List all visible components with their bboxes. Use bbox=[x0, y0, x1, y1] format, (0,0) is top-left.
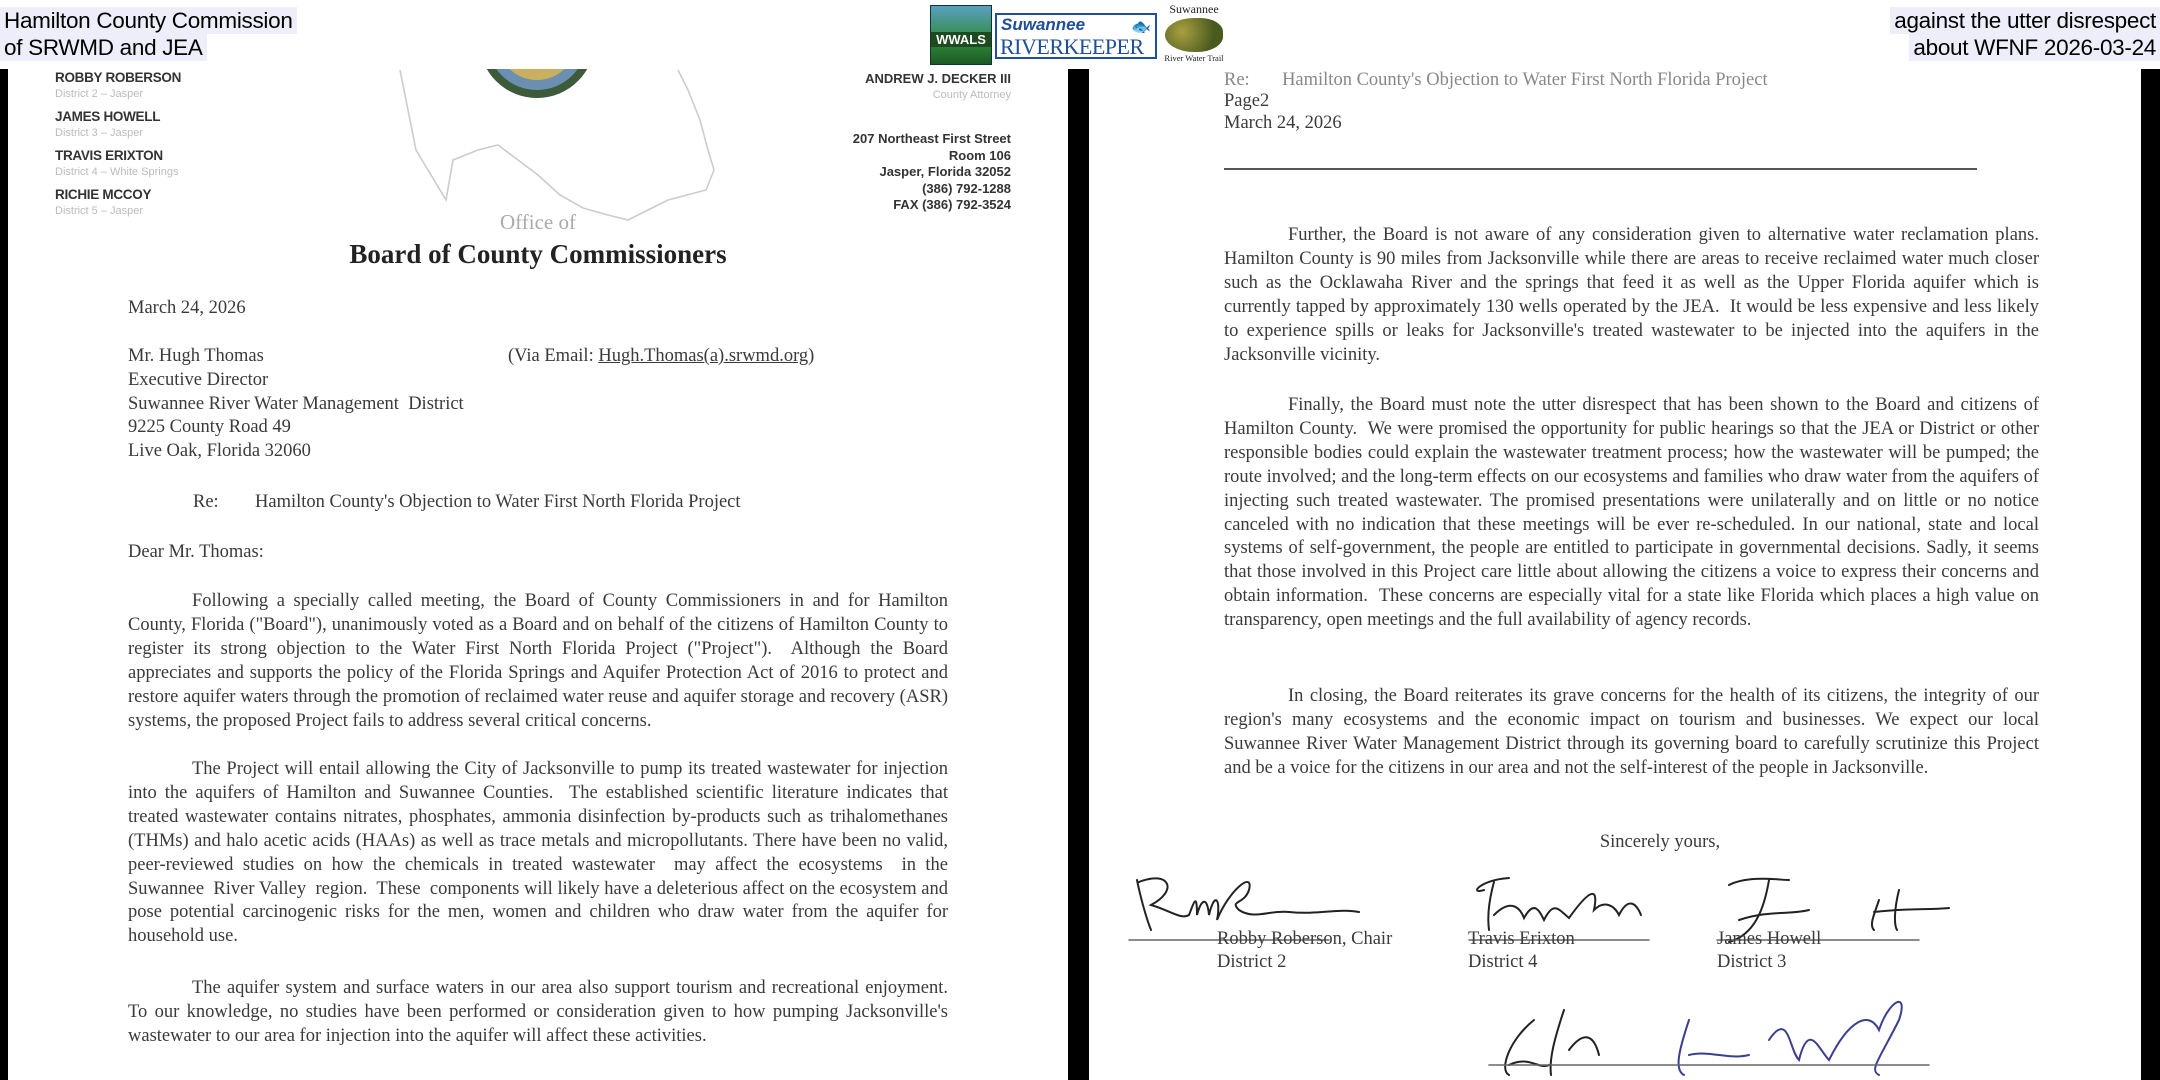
via-email-close: ) bbox=[808, 346, 815, 366]
commissioner-district: District 3 – Jasper bbox=[55, 127, 144, 139]
re-header: Re: Hamilton County's Objection to Water First North Florida Project bbox=[1224, 70, 1768, 90]
email-link[interactable]: Hugh.Thomas(a).srwmd.org bbox=[598, 346, 809, 366]
attorney-title: County Attorney bbox=[932, 89, 1011, 101]
caption-header bbox=[0, 0, 2160, 69]
recipient-line: Executive Director bbox=[128, 369, 269, 390]
divider bbox=[1224, 168, 1977, 170]
wwals-logo-text: WWALS bbox=[931, 32, 991, 47]
body-paragraph: In closing, the Board reiterates its grave concerns for the health of its citizens, the integrity of our region's many ecosystems and the economic impact on tourism and businesses. We expect our local Suwannee River Water Management District through its governing board to carefully scrutinize this Project and be a voice for the citizens in our area and not the self-interest of the people in Jacksonville. bbox=[1224, 686, 2044, 778]
signer-district: District 4 bbox=[1468, 952, 1538, 972]
caption-left-line2: of SRWMD and JEA bbox=[0, 34, 207, 61]
fish-icon: 🐟 bbox=[1131, 19, 1151, 36]
commissioner-name: RICHIE MCCOY bbox=[55, 187, 152, 202]
address-line: FAX (386) 792-3524 bbox=[893, 197, 1011, 212]
recipient-line: Suwannee River Water Management District bbox=[128, 393, 464, 414]
address-line: 207 Northeast First Street bbox=[852, 131, 1011, 146]
signer-district: District 3 bbox=[1717, 952, 1787, 972]
caption-right-line2: about WFNF 2026-03-24 bbox=[1909, 34, 2160, 61]
caption-left-line1: Hamilton County Commission bbox=[0, 7, 297, 34]
riverkeeper-logo-top: Suwannee bbox=[1001, 15, 1086, 34]
re-label: Re: bbox=[193, 492, 219, 512]
letter-page-2 bbox=[1089, 0, 2141, 1080]
office-address bbox=[853, 131, 1011, 214]
riverkeeper-logo bbox=[995, 13, 1157, 59]
riverkeeper-logo-bottom: RIVERKEEPER bbox=[1000, 34, 1144, 59]
commissioner-district: District 4 – White Springs bbox=[55, 166, 179, 178]
letter-date: March 24, 2026 bbox=[1224, 113, 1342, 133]
via-email bbox=[508, 345, 814, 369]
body-paragraph: The Project will entail allowing the City of Jacksonville to pump its treated wastewater for injection into the aquifers of Hamilton and Suwannee Counties. The established scientific literature indicates that treated wastewater contains nitrates, phosphates, ammonia disinfection by-products such as trihalomethanes (THMs) and halo acetic acids (HAAs) as well as trace metals and micropollutants. There have been no valid, peer-reviewed studies on how the chemicals in treated wastewater may affect the ecosystems in the Suwannee River Valley region. These components will likely have a deleterious affect on the ecosystem and pose potential carcinogenic risks for the men, women and children who draw water from the aquifer for household use. bbox=[128, 759, 953, 947]
letter-page-1 bbox=[8, 0, 1068, 1080]
commissioner-name: JAMES HOWELL bbox=[55, 109, 161, 124]
closing: Sincerely yours, bbox=[1599, 832, 1721, 852]
signer-name: Travis Erixton bbox=[1468, 929, 1575, 949]
bass-fish-icon bbox=[1165, 18, 1223, 52]
re-subject: Hamilton County's Objection to Water First North Florida Project bbox=[255, 492, 741, 512]
commissioner-district: District 2 – Jasper bbox=[55, 88, 144, 100]
address-line: Jasper, Florida 32052 bbox=[879, 164, 1011, 179]
body-paragraph: Further, the Board is not aware of any consideration given to alternative water reclamation plans. Hamilton County is 90 miles from Jacksonville while there are areas to receive reclaimed water much closer such as the Ocklawaha River and the springs that feed it as well as the Upper Florida aquifer which is currently tapped by approximately 130 wells operated by the JEA. It would be less expensive and less likely to experience spills or leaks for Jacksonville's treated wastewater to be injected into the aquifers in the Jacksonville vicinity. bbox=[1224, 225, 2049, 365]
river-water-trail-logo bbox=[1158, 2, 1230, 66]
body-paragraph: The aquifer system and surface waters in our area also support tourism and recreational enjoyment. To our knowledge, no studies have been performed or consideration given to how pumping Jacksonville's wastewater to our area for injection into the aquifer will affect these activities. bbox=[128, 978, 958, 1046]
address-line: Room 106 bbox=[948, 147, 1011, 163]
via-email-label: (Via Email: bbox=[508, 346, 599, 366]
office-of-label: Office of bbox=[500, 210, 576, 234]
commissioner-name: ROBBY ROBERSON bbox=[55, 70, 182, 85]
board-title: Board of County Commissioners bbox=[349, 239, 727, 269]
caption-right-line1: against the utter disrespect bbox=[1890, 7, 2160, 34]
signer-district: District 2 bbox=[1217, 952, 1287, 972]
recipient-line: Mr. Hugh Thomas bbox=[128, 346, 264, 366]
commissioner-district: District 5 – Jasper bbox=[55, 205, 144, 217]
salutation: Dear Mr. Thomas: bbox=[128, 542, 264, 562]
page-number: Page2 bbox=[1224, 91, 1270, 111]
commissioner-name: TRAVIS ERIXTON bbox=[55, 148, 163, 163]
body-paragraph: Finally, the Board must note the utter disrespect that has been shown to the Board and citizens of Hamilton County. We were promised the opportunity for public hearings so that the JEA or District or other responsible bodies could explain the wastewater treatment process; how the wastewater will be pumped; the route involved; and the long-term effects on our ecosystems and families who draw water from the aquifers of injecting such treated wastewater. The promised presentations were unilaterally and on little or no notice canceled with no indication that these meetings will be ever re-scheduled. In our national, state and local systems of self-government, the people are entitled to participate in governmental decisions. Sadly, it seems that those involved in this Project care little about allowing the citizens a voice to express their concerns and obtain information. These concerns are especially vital for a state like Florida which places a high value on transparency, open meetings and the full availability of agency records. bbox=[1224, 395, 2044, 631]
wwals-logo bbox=[930, 5, 992, 65]
address-line: (386) 792-1288 bbox=[922, 180, 1011, 196]
trail-logo-top: Suwannee bbox=[1169, 2, 1219, 16]
recipient-line: Live Oak, Florida 32060 bbox=[128, 441, 311, 462]
signer-name: Robby Roberson, Chair bbox=[1217, 929, 1393, 949]
letter-date: March 24, 2026 bbox=[128, 298, 246, 318]
signature-erixton bbox=[1477, 878, 1641, 930]
recipient-line: 9225 County Road 49 bbox=[128, 417, 291, 438]
body-paragraph: Following a specially called meeting, the Board of County Commissioners in and for Hamilton County, Florida ("Board"), unanimously voted as a Board and on behalf of the citizens of Hamilton County to register its strong objection to the Water First North Florida Project ("Project"). Although the Board appreciates and supports the policy of the Florida Springs and Aquifer Protection Act of 2016 to protect and restore aquifer waters through the promotion of reclaimed water reuse and aquifer storage and recovery (ASR) systems, the proposed Project fails to address several critical concerns. bbox=[128, 591, 953, 731]
signature-murphy bbox=[1679, 1002, 1902, 1075]
recipient-address bbox=[128, 345, 464, 464]
trail-logo-bottom: River Water Trail bbox=[1164, 53, 1224, 63]
signature-roberson bbox=[1137, 878, 1359, 930]
signer-name: James Howell bbox=[1717, 929, 1822, 949]
attorney-name: ANDREW J. DECKER III bbox=[865, 71, 1011, 86]
